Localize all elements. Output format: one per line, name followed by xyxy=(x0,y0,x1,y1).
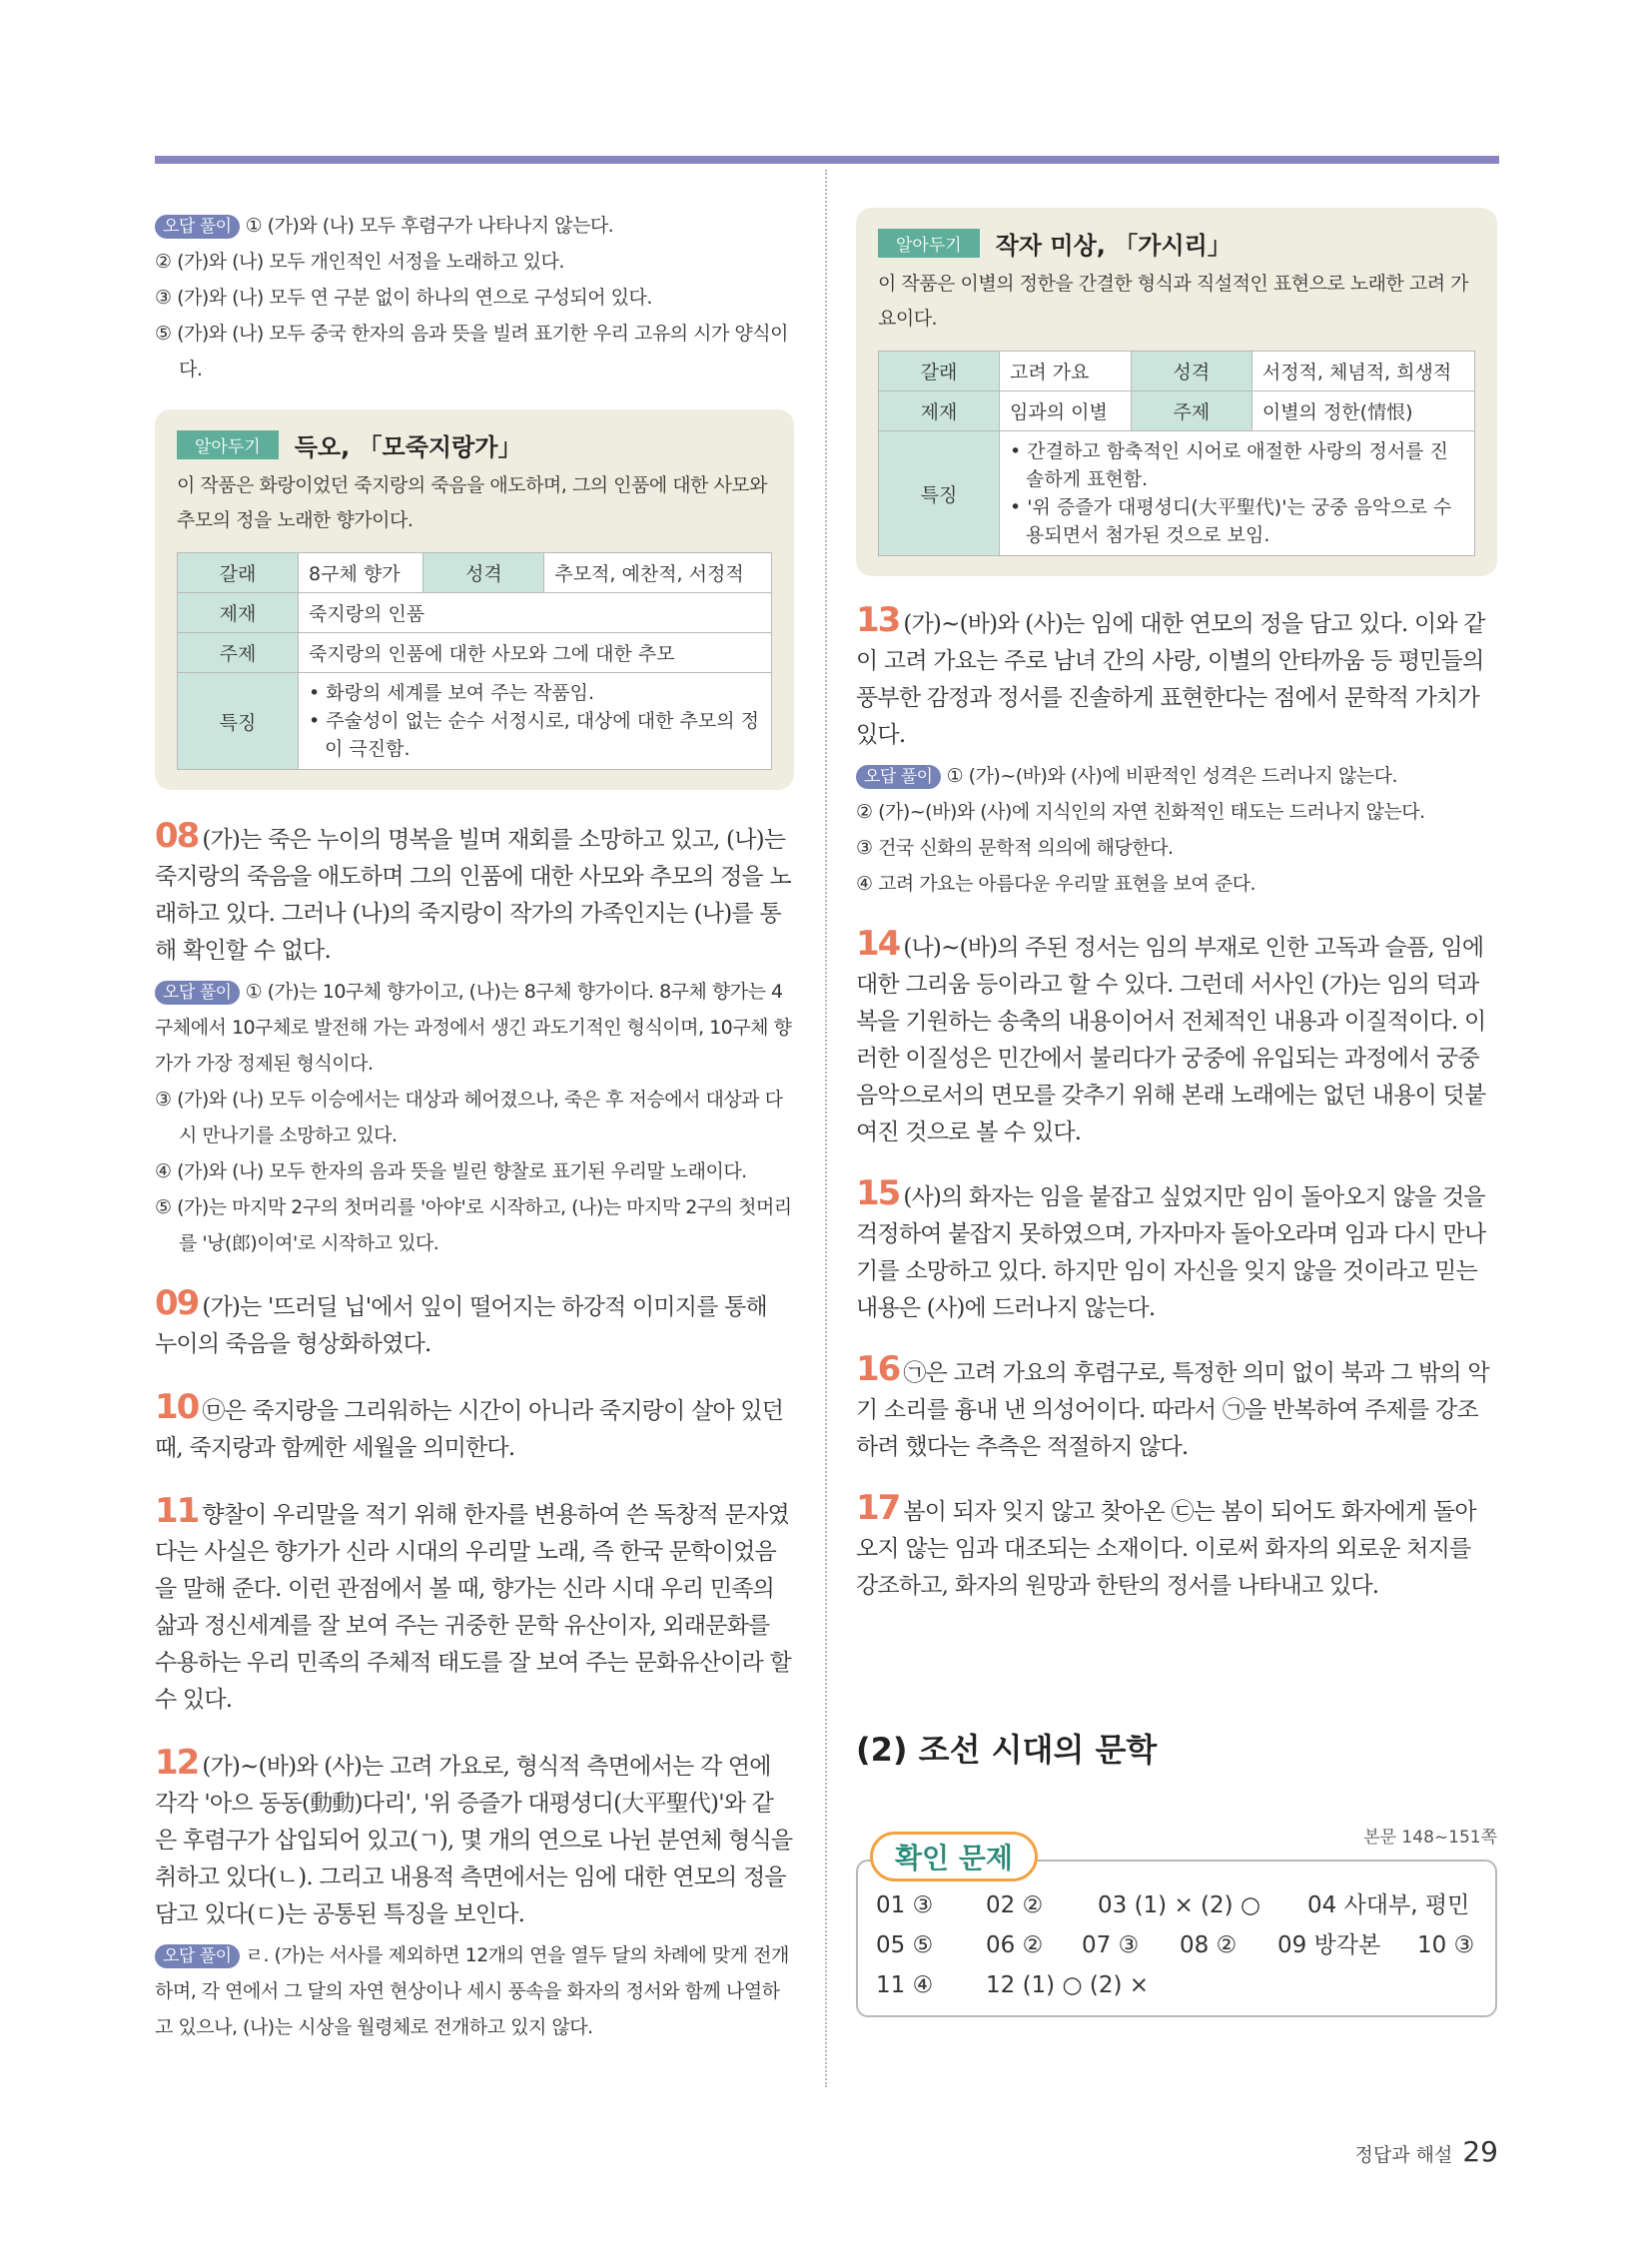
answer-11 xyxy=(155,1493,794,1719)
quiz-answer: 02 ② xyxy=(986,1892,1044,1918)
quiz-answer: 05 ⑤ xyxy=(876,1932,934,1958)
table-cell: 고려 가요 xyxy=(1000,352,1132,391)
answer-text: (가)는 '뜨러딜 닙'에서 잎이 떨어지는 하강적 이미지를 통해 누이의 죽음을 형상화하였다. xyxy=(155,1294,767,1357)
wrong-answer-line: ② (가)~(바)와 (사)에 지식인의 자연 친화적인 태도는 드러나지 않는다. xyxy=(856,801,1425,823)
question-number: 09 xyxy=(155,1283,199,1323)
answer-12 xyxy=(155,1745,794,2045)
table-cell: 이별의 정한(情恨) xyxy=(1251,391,1474,431)
quiz-answer: 01 ③ xyxy=(876,1892,934,1918)
quiz-row xyxy=(876,1885,1477,1925)
answer-text: ㉠은 고려 가요의 후렴구로, 특정한 의미 없이 북과 그 밖의 악기 소리를 흉내 낸 의성어이다. 따라서 ㉠을 반복하여 주제를 강조하려 했다는 추측은 적절하지 않다. xyxy=(856,1360,1489,1460)
note-tag: 알아두기 xyxy=(878,229,980,258)
note-tag: 알아두기 xyxy=(177,430,279,459)
question-number: 14 xyxy=(856,924,900,964)
answer-text: (가)는 죽은 누이의 명복을 빌며 재회를 소망하고 있고, (나)는 죽지랑의 죽음을 애도하며 그의 인품에 대한 사모와 추모의 정을 노래하고 있다. 그러나 (나)의 죽지랑이 작가의 가족인지는 (나)를 통해 확인할 수 없다. xyxy=(155,827,791,964)
feature-item: • '위 증즐가 대평셩디(大平聖代)'는 궁중 음악으로 수용되면서 첨가된 것으로 보임. xyxy=(1010,496,1452,546)
quiz-row xyxy=(876,1965,1477,2005)
table-cell: 추모적, 예찬적, 서정적 xyxy=(544,553,772,593)
wrong-answer-line: ① (가)~(바)와 (사)에 비판적인 성격은 드러나지 않는다. xyxy=(946,765,1398,787)
note-description: 이 작품은 화랑이었던 죽지랑의 죽음을 애도하며, 그의 인품에 대한 사모와 추모의 정을 노래한 향가이다. xyxy=(177,474,768,531)
note-title: 득오, 「모죽지랑가」 xyxy=(294,433,522,461)
table-header-cell: 특징 xyxy=(178,673,299,770)
wrong-answer-line: ④ (가)와 (나) 모두 한자의 음과 뜻을 빌린 향찰로 표기된 우리말 노래이다. xyxy=(155,1160,747,1182)
table-cell xyxy=(299,673,772,770)
question-number: 13 xyxy=(856,600,900,640)
feature-item: • 주술성이 없는 순수 서정시로, 대상에 대한 추모의 정이 극진함. xyxy=(309,710,759,760)
table-header-cell: 갈래 xyxy=(879,352,1000,391)
page-footer xyxy=(1348,2135,1498,2168)
table-header-cell: 제재 xyxy=(178,593,299,633)
quiz-tab-label: 확인 문제 xyxy=(870,1832,1038,1881)
info-table xyxy=(177,552,772,770)
question-number: 16 xyxy=(856,1349,900,1389)
wrong-answer-line: ② (가)와 (나) 모두 개인적인 서정을 노래하고 있다. xyxy=(155,251,564,273)
answer-text: ㉤은 죽지랑을 그리워하는 시간이 아니라 죽지랑이 살아 있던 때, 죽지랑과 함께한 세월을 의미한다. xyxy=(155,1398,784,1461)
question-number: 11 xyxy=(155,1491,199,1531)
answer-10 xyxy=(155,1389,794,1467)
answer-text: (가)~(바)와 (사)는 임에 대한 연모의 정을 담고 있다. 이와 같이 고려 가요는 주로 남녀 간의 사랑, 이별의 안타까움 등 평민들의 풍부한 감정과 정서를 진솔하게 표현한다는 점에서 문학적 가치가 있다. xyxy=(856,611,1485,748)
quiz-answer: 08 ② xyxy=(1180,1932,1238,1958)
wrong-answer-line: ⑤ (가)는 마지막 2구의 첫머리를 '아야'로 시작하고, (나)는 마지막 2구의 첫머리를 '낭(郎)이여'로 시작하고 있다. xyxy=(155,1196,792,1254)
answer-16 xyxy=(856,1351,1497,1466)
note-box-gasiri xyxy=(856,208,1497,576)
quiz-answer: 07 ③ xyxy=(1082,1932,1140,1958)
table-cell: 임과의 이별 xyxy=(1000,391,1132,431)
answer-14 xyxy=(856,926,1497,1151)
answer-text: (나)~(바)의 주된 정서는 임의 부재로 인한 고독과 슬픔, 임에 대한 그리움 등이라고 할 수 있다. 그런데 서사인 (가)는 임의 덕과 복을 기원하는 송축의 내용이어서 전체적인 내용과 이질적이다. 이러한 이질성은 민간에서 불리다가 궁중에 유입되는 과정에서 궁중 음악으로서의 면모를 갖추기 위해 본래 노래에는 없던 내용이 덧붙여진 것으로 볼 수 있다. xyxy=(856,935,1486,1145)
section-title: (2) 조선 시대의 문학 xyxy=(856,1731,1158,1769)
quiz-answer: 10 ③ xyxy=(1417,1932,1475,1958)
question-number: 15 xyxy=(856,1173,900,1213)
table-cell: 서정적, 체념적, 희생적 xyxy=(1251,352,1474,391)
wrong-answer-badge: 오답 풀이 xyxy=(856,765,941,789)
answer-08 xyxy=(155,818,794,1261)
quiz-row xyxy=(876,1925,1477,1965)
table-header-cell: 특징 xyxy=(879,431,1000,556)
question-number: 17 xyxy=(856,1488,900,1528)
table-cell: 죽지랑의 인품에 대한 사모와 그에 대한 추모 xyxy=(299,633,772,673)
answer-15 xyxy=(856,1175,1497,1327)
info-table xyxy=(878,351,1475,556)
wrong-answer-line: ① (가)는 10구체 향가이고, (나)는 8구체 향가이다. 8구체 향가는 4구체에서 10구체로 발전해 가는 과정에서 생긴 과도기적인 형식이며, 10구체 향가가 가장 정제된 형식이다. xyxy=(155,981,792,1075)
answer-09 xyxy=(155,1285,794,1363)
feature-item: • 간결하고 함축적인 시어로 애절한 사랑의 정서를 진솔하게 표현함. xyxy=(1010,440,1448,490)
wrong-answer-block-07 xyxy=(155,208,794,387)
table-header-cell: 제재 xyxy=(879,391,1000,431)
wrong-answer-badge: 오답 풀이 xyxy=(155,215,240,239)
question-number: 10 xyxy=(155,1387,199,1427)
answer-17 xyxy=(856,1490,1497,1605)
section-joseon xyxy=(856,1725,1497,2017)
note-box-mojukjirangga xyxy=(155,409,794,790)
wrong-answer-line: ④ 고려 가요는 아름다운 우리말 표현을 보여 준다. xyxy=(856,873,1256,895)
column-divider xyxy=(825,170,827,2087)
table-header-cell: 주제 xyxy=(178,633,299,673)
left-column xyxy=(155,208,794,2045)
page-number: 29 xyxy=(1462,2135,1498,2168)
wrong-answer-line: ㄹ. (가)는 서사를 제외하면 12개의 연을 열두 달의 차례에 맞게 전개하며, 각 연에서 그 달의 자연 현상이나 세시 풍속을 화자의 정서와 함께 나열하고 있으나, (나)는 시상을 월령체로 전개하고 있지 않다. xyxy=(155,1944,789,2038)
wrong-answer-line: ③ (가)와 (나) 모두 이승에서는 대상과 헤어졌으나, 죽은 후 저승에서 대상과 다시 만나기를 소망하고 있다. xyxy=(155,1089,783,1146)
quiz-answer: 04 사대부, 평민 xyxy=(1307,1892,1470,1918)
wrong-answer-line: ① (가)와 (나) 모두 후렴구가 나타나지 않는다. xyxy=(245,215,614,237)
note-title: 작자 미상, 「가시리」 xyxy=(995,232,1232,260)
quiz-answer: 12 (1) ○ (2) × xyxy=(986,1972,1150,1998)
table-cell xyxy=(1000,431,1475,556)
right-column xyxy=(856,208,1497,2017)
quiz-answer: 03 (1) × (2) ○ xyxy=(1098,1892,1261,1918)
wrong-answer-badge: 오답 풀이 xyxy=(155,1944,240,1968)
wrong-answer-badge: 오답 풀이 xyxy=(155,981,240,1005)
table-header-cell: 성격 xyxy=(423,553,544,593)
answer-13 xyxy=(856,602,1497,902)
page-reference: 본문 148~151쪽 xyxy=(1363,1828,1497,1848)
top-rule xyxy=(155,156,1499,164)
answer-text: (사)의 화자는 임을 붙잡고 싶었지만 임이 돌아오지 않을 것을 걱정하여 붙잡지 못하였으며, 가자마자 돌아오라며 임과 다시 만나기를 소망하고 있다. 하지만 임이 자신을 잊지 않을 것이라고 믿는 내용은 (사)에 드러나지 않는다. xyxy=(856,1184,1486,1321)
table-cell: 죽지랑의 인품 xyxy=(299,593,772,633)
question-number: 08 xyxy=(155,816,199,856)
note-description: 이 작품은 이별의 정한을 간결한 형식과 직설적인 표현으로 노래한 고려 가요이다. xyxy=(878,273,1469,330)
wrong-answer-line: ③ (가)와 (나) 모두 연 구분 없이 하나의 연으로 구성되어 있다. xyxy=(155,287,652,309)
table-header-cell: 성격 xyxy=(1131,352,1251,391)
footer-label: 정답과 해설 xyxy=(1354,2144,1453,2166)
question-number: 12 xyxy=(155,1743,199,1783)
quiz-answer-box xyxy=(856,1842,1497,2017)
table-header-cell: 갈래 xyxy=(178,553,299,593)
wrong-answer-line: ⑤ (가)와 (나) 모두 중국 한자의 음과 뜻을 빌려 표기한 우리 고유의 시가 양식이다. xyxy=(155,323,788,380)
quiz-answer: 11 ④ xyxy=(876,1972,934,1998)
wrong-answer-line: ③ 건국 신화의 문학적 의의에 해당한다. xyxy=(856,837,1174,859)
answer-text: (가)~(바)와 (사)는 고려 가요로, 형식적 측면에서는 각 연에 각각 '아으 동동(動動)다리', '위 증즐가 대평셩디(大平聖代)'와 같은 후렴구가 삽입되어 있고(ㄱ), 몇 개의 연으로 나뉜 분연체 형식을 취하고 있다(ㄴ). 그리고 내용적 측면에서는 임에 대한 연모의 정을 담고 있다(ㄷ)는 공통된 특징을 보인다. xyxy=(155,1754,793,1927)
quiz-answer: 09 방각본 xyxy=(1277,1932,1381,1958)
quiz-answer: 06 ② xyxy=(986,1932,1044,1958)
answer-text: 봄이 되자 잊지 않고 찾아온 ㉢는 봄이 되어도 화자에게 돌아오지 않는 임과 대조되는 소재이다. 이로써 화자의 외로운 처지를 강조하고, 화자의 원망과 한탄의 정서를 나타내고 있다. xyxy=(856,1499,1476,1599)
table-cell: 8구체 향가 xyxy=(299,553,423,593)
answer-text: 향찰이 우리말을 적기 위해 한자를 변용하여 쓴 독창적 문자였다는 사실은 향가가 신라 시대의 우리말 노래, 즉 한국 문학이었음을 말해 준다. 이런 관점에서 볼 때, 향가는 신라 시대 우리 민족의 삶과 정신세계를 잘 보여 주는 귀중한 문학 유산이자, 외래문화를 수용하는 우리 민족의 주체적 태도를 잘 보여 주는 문화유산이라 할 수 있다. xyxy=(155,1502,791,1713)
table-header-cell: 주제 xyxy=(1131,391,1251,431)
feature-item: • 화랑의 세계를 보여 주는 작품임. xyxy=(309,682,595,704)
